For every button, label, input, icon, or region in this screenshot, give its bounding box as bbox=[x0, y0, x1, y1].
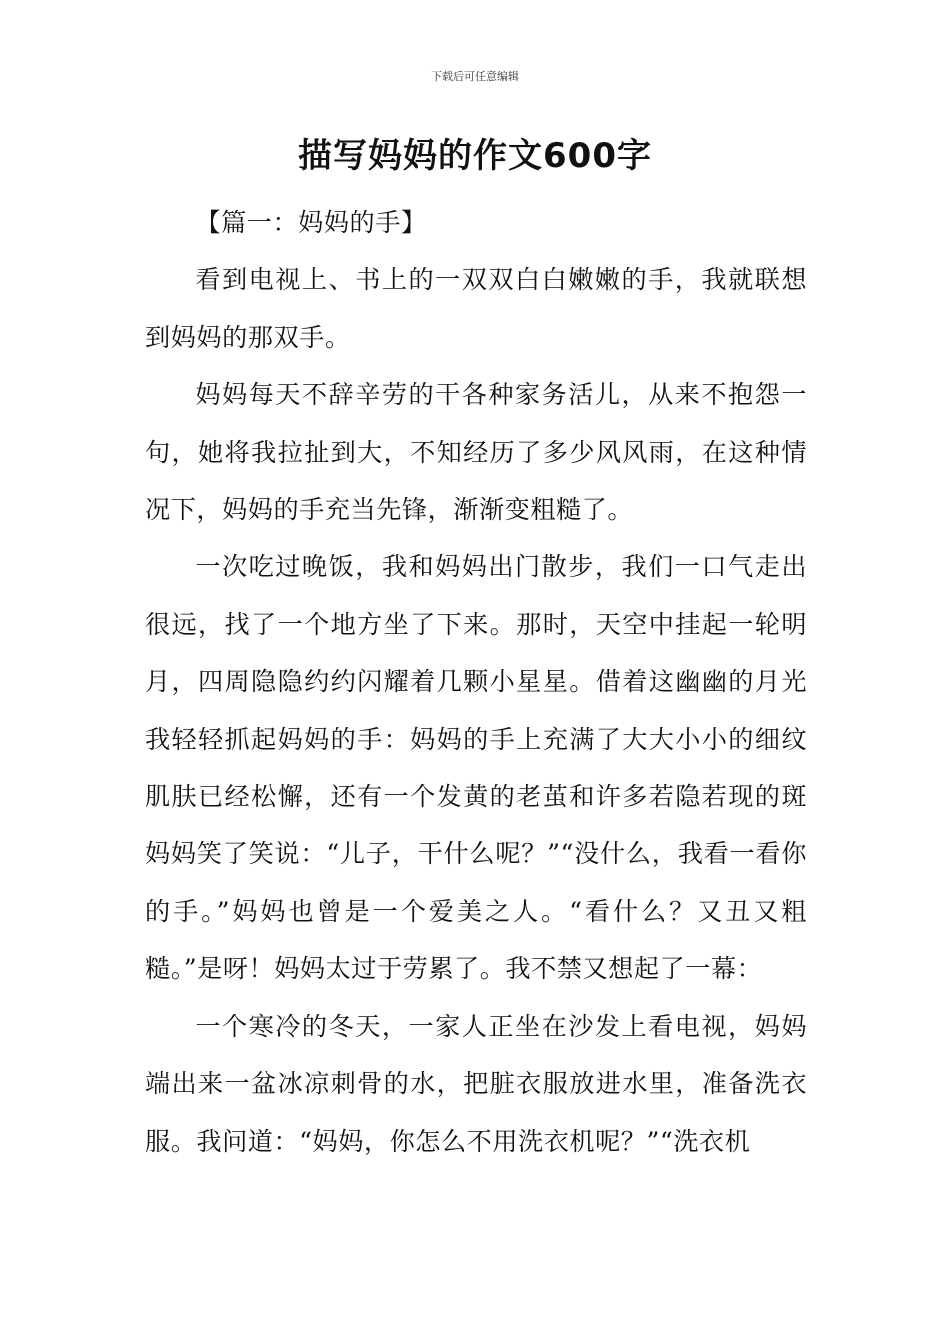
header-note: 下载后可任意编辑 bbox=[431, 70, 519, 83]
section-heading: 【篇一：妈妈的手】 bbox=[195, 208, 427, 237]
paragraph-2: 妈妈每天不辞辛劳的干各种家务活儿，从来不抱怨一句，她将我拉扯到大，不知经历了多少风风雨，在这种情况下，妈妈的手充当先锋，渐渐变粗糙了。 bbox=[145, 380, 807, 525]
page-title: 描写妈妈的作文600字 bbox=[298, 136, 652, 176]
paragraph-3: 一次吃过晚饭，我和妈妈出门散步，我们一口气走出很远，找了一个地方坐了下来。那时，天空中挂起一轮明月，四周隐隐约约闪耀着几颗小星星。借着这幽幽的月光我轻轻抓起妈妈的手：妈妈的手上充满了大大小小的细纹肌肤已经松懈，还有一个发黄的老茧和许多若隐若现的斑妈妈笑了笑说：“儿子，干什么呢？”“没什么，我看一看你的手。”妈妈也曾是一个爱美之人。“看什么？又丑又粗糙。”是呀！妈妈太过于劳累了。我不禁又想起了一幕： bbox=[145, 552, 807, 984]
paragraph-4: 一个寒冷的冬天，一家人正坐在沙发上看电视，妈妈端出来一盆冰凉刺骨的水，把脏衣服放进水里，准备洗衣服。我问道：“妈妈，你怎么不用洗衣机呢？”“洗衣机 bbox=[145, 1011, 807, 1156]
paragraph-1: 看到电视上、书上的一双双白白嫩嫩的手，我就联想到妈妈的那双手。 bbox=[145, 265, 807, 352]
document-body bbox=[145, 194, 807, 1170]
